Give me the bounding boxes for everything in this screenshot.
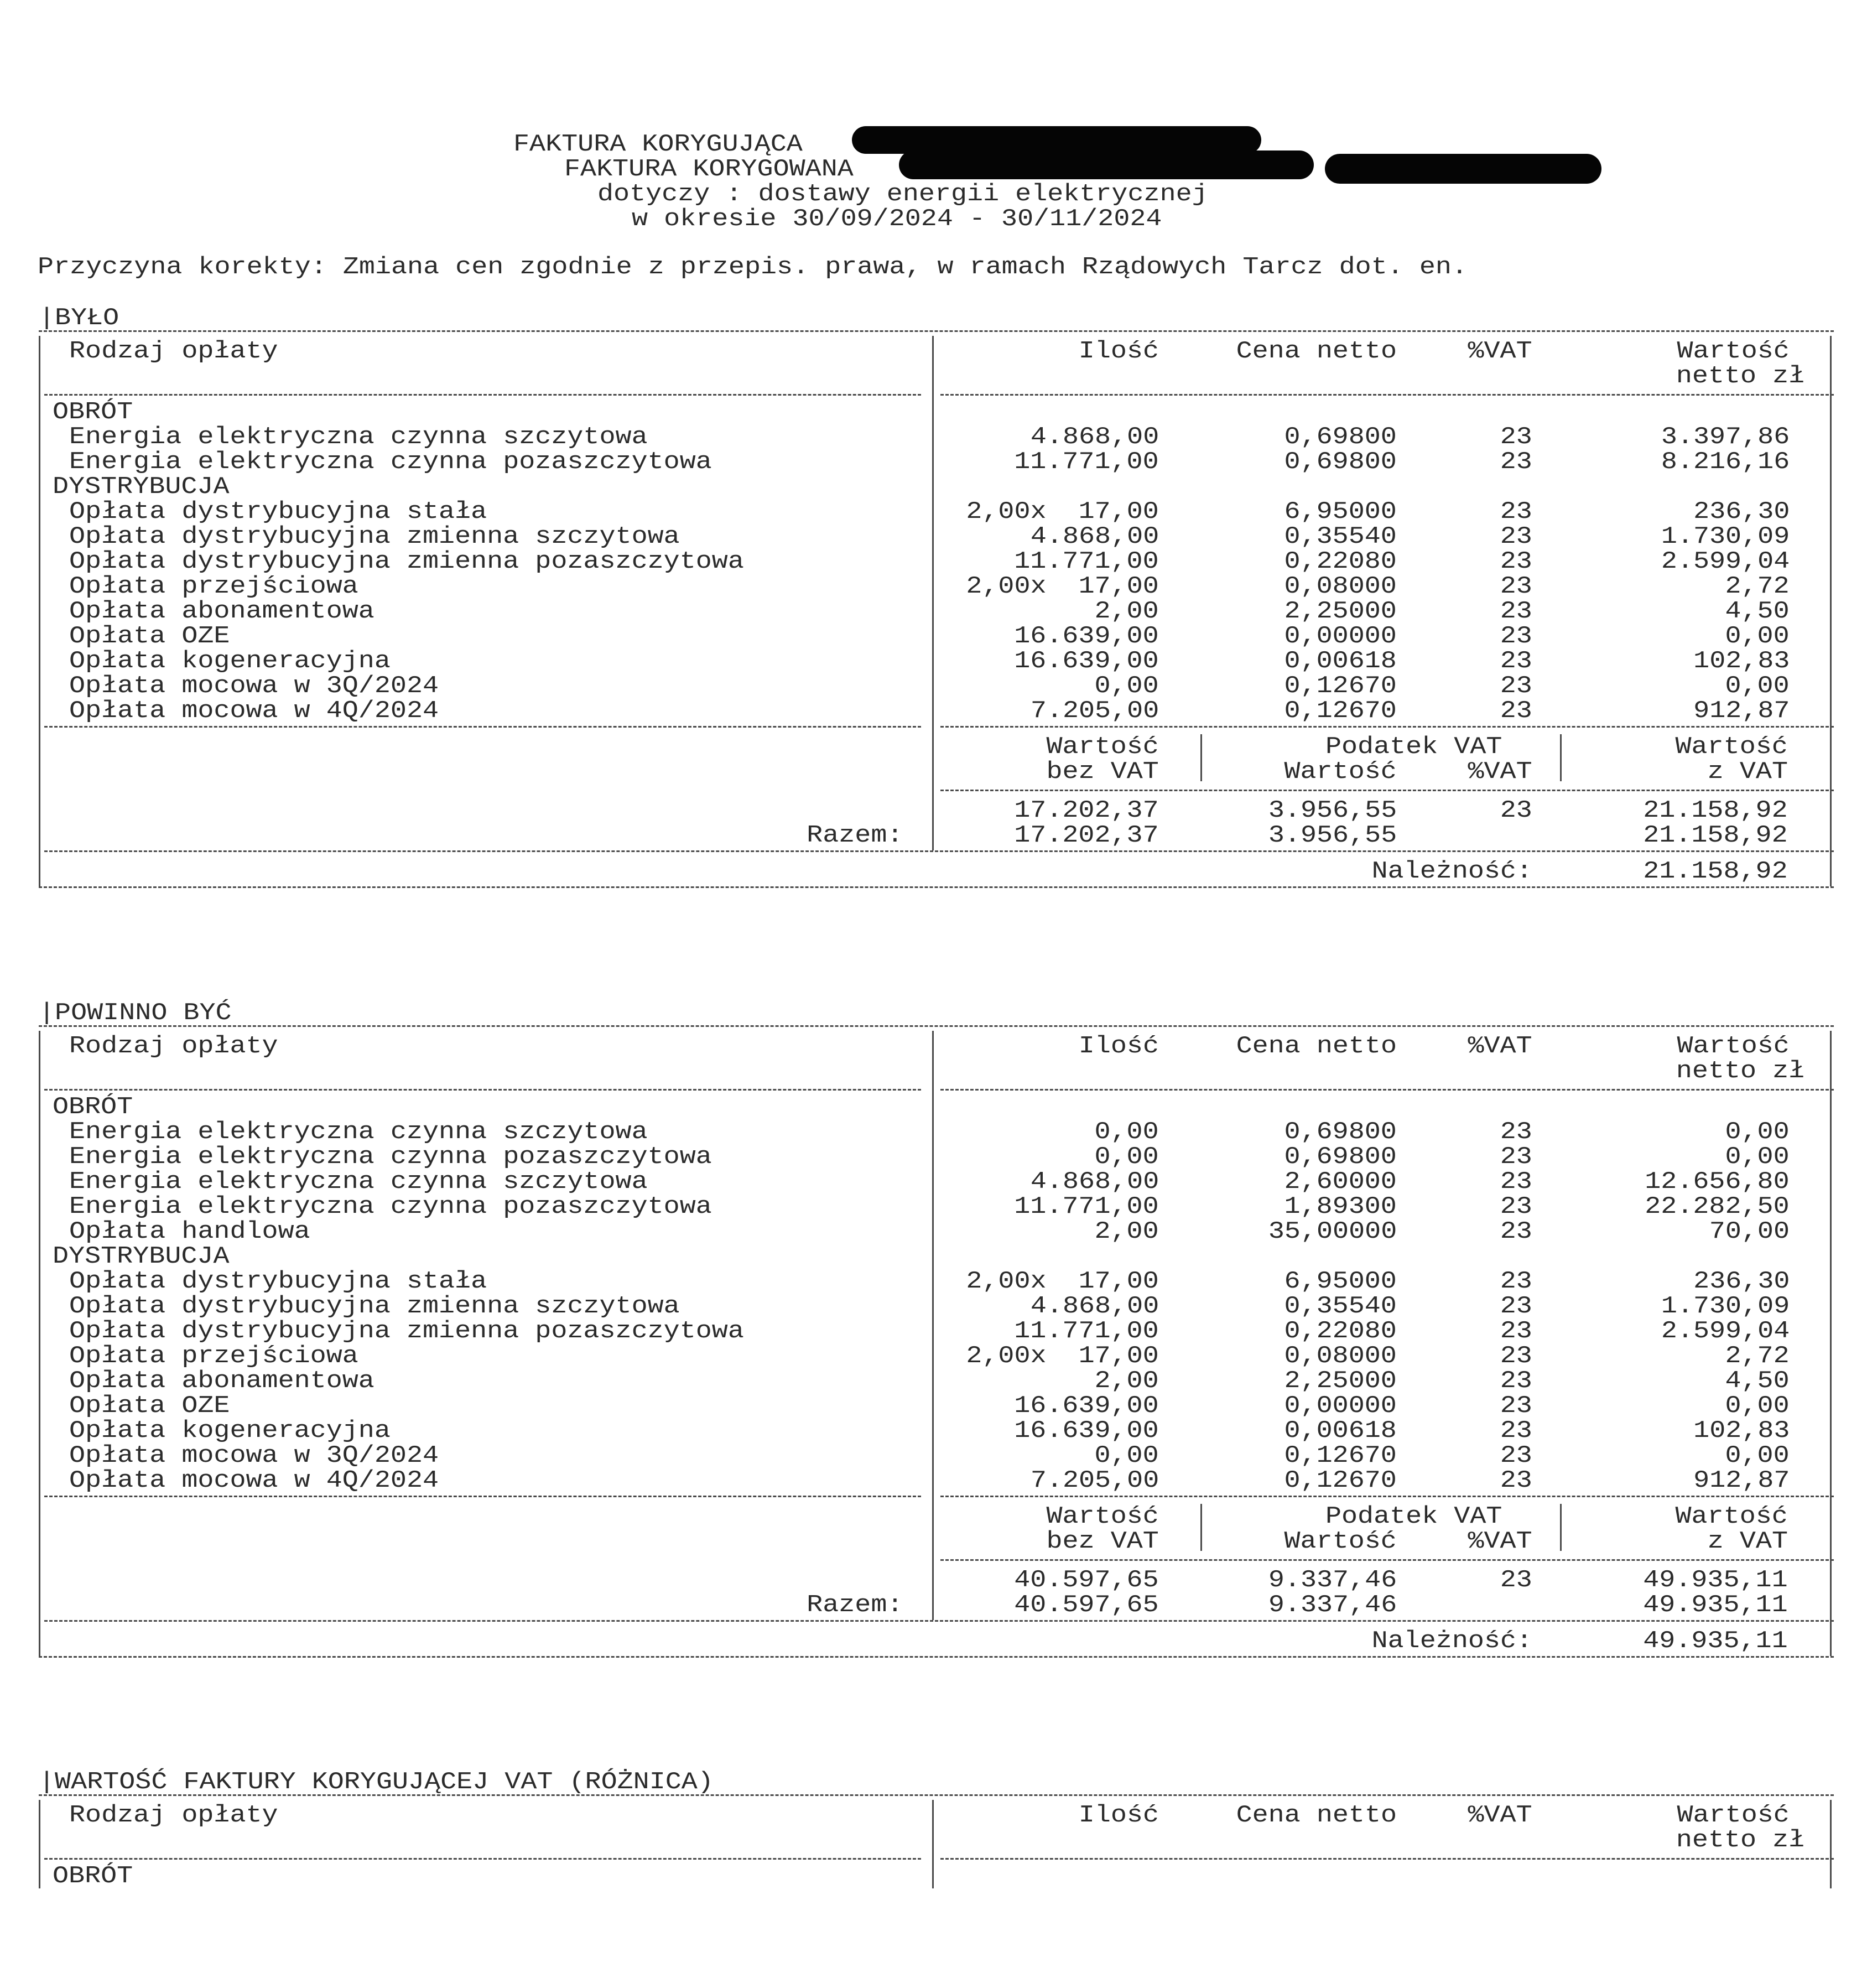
summary-tax-value: 3.956,55 — [1268, 797, 1397, 824]
column-header-price: Cena netto — [1236, 1802, 1397, 1829]
items-bottom-left — [44, 1496, 921, 1497]
column-header-qty: Ilość — [1078, 338, 1159, 365]
charge-qty: 11.771,00 — [1014, 548, 1159, 575]
column-header-net: Wartość — [1677, 338, 1790, 365]
charge-qty: 16.639,00 — [1014, 1417, 1159, 1445]
charge-qty: 4.868,00 — [1030, 1293, 1159, 1320]
charge-qty: 2,00 — [1094, 1218, 1159, 1245]
charge-price: 0,08000 — [1284, 573, 1397, 600]
column-border — [1830, 336, 1832, 886]
total-net-value: 40.597,65 — [1014, 1591, 1159, 1619]
charge-vat: 23 — [1500, 423, 1532, 451]
charge-price: 1,89300 — [1284, 1193, 1397, 1221]
charge-name: Opłata dystrybucyjna stała — [69, 1268, 487, 1295]
section-title: |WARTOŚĆ FAKTURY KORYGUJĄCEJ VAT (RÓŻNICA) — [39, 1768, 714, 1796]
charge-vat: 23 — [1500, 647, 1532, 675]
summary-net-value: 17.202,37 — [1014, 797, 1159, 824]
summary-header-net-sub: bez VAT — [1046, 1528, 1159, 1555]
charge-vat: 23 — [1500, 1143, 1532, 1171]
header-divider-right — [940, 1089, 1834, 1091]
charge-net: 12.656,80 — [1645, 1168, 1790, 1196]
charge-price: 0,12670 — [1284, 672, 1397, 700]
charge-qty: 0,00 — [1094, 1118, 1159, 1146]
charge-net: 0,00 — [1725, 1118, 1790, 1146]
totals-divider — [44, 1620, 1834, 1622]
charge-price: 0,69800 — [1284, 1143, 1397, 1171]
charge-vat: 23 — [1500, 697, 1532, 725]
charge-price: 0,22080 — [1284, 1317, 1397, 1345]
column-header-net-unit: netto zł — [1676, 1057, 1804, 1085]
column-border — [932, 1800, 934, 1888]
charge-qty: 7.205,00 — [1030, 1467, 1159, 1494]
summary-column-border — [1560, 1504, 1562, 1551]
total-tax-value: 3.956,55 — [1268, 822, 1397, 849]
column-header-net: Wartość — [1677, 1032, 1790, 1060]
charge-net: 0,00 — [1725, 1442, 1790, 1470]
column-header-qty: Ilość — [1078, 1802, 1159, 1829]
charge-qty: 4.868,00 — [1030, 523, 1159, 551]
redaction-bar — [899, 150, 1314, 179]
charge-vat: 23 — [1500, 598, 1532, 625]
amount-due-value: 21.158,92 — [1643, 858, 1788, 885]
summary-header-net: Wartość — [1046, 733, 1159, 761]
charge-net: 1.730,09 — [1661, 523, 1790, 551]
charge-vat: 23 — [1500, 498, 1532, 526]
charge-price: 35,00000 — [1268, 1218, 1397, 1245]
subject-line: dotyczy : dostawy energii elektrycznej — [597, 180, 1208, 208]
corrected-invoice-label: FAKTURA KORYGOWANA — [564, 155, 854, 183]
charge-price: 0,12670 — [1284, 697, 1397, 725]
charge-qty: 2,00 — [1094, 598, 1159, 625]
charge-vat: 23 — [1500, 448, 1532, 476]
column-header-qty: Ilość — [1078, 1032, 1159, 1060]
charge-vat: 23 — [1500, 1417, 1532, 1445]
charge-vat: 23 — [1500, 1342, 1532, 1370]
table-bottom-border — [39, 886, 1834, 888]
summary-header-gross: Wartość — [1675, 1503, 1788, 1530]
column-header-net: Wartość — [1677, 1802, 1790, 1829]
redaction-bar — [852, 126, 1261, 154]
column-border — [1830, 1800, 1832, 1888]
charge-net: 2.599,04 — [1661, 1317, 1790, 1345]
charge-price: 0,69800 — [1284, 423, 1397, 451]
charge-name: Opłata dystrybucyjna zmienna pozaszczytowa — [69, 548, 744, 575]
charge-price: 0,08000 — [1284, 1342, 1397, 1370]
total-net-value: 17.202,37 — [1014, 822, 1159, 849]
column-header-net-unit: netto zł — [1676, 1826, 1804, 1854]
column-header-type: Rodzaj opłaty — [69, 338, 278, 365]
charge-qty: 16.639,00 — [1014, 647, 1159, 675]
charge-price: 2,25000 — [1284, 1367, 1397, 1395]
charge-qty: 2,00x 17,00 — [966, 498, 1159, 526]
charge-vat: 23 — [1500, 1118, 1532, 1146]
charge-price: 0,22080 — [1284, 548, 1397, 575]
charge-vat: 23 — [1500, 1467, 1532, 1494]
amount-due-label: Należność: — [1371, 1627, 1532, 1655]
total-gross-value: 21.158,92 — [1643, 822, 1788, 849]
header-divider-right — [940, 1858, 1834, 1860]
charge-qty: 16.639,00 — [1014, 1392, 1159, 1420]
summary-gross-value: 21.158,92 — [1643, 797, 1788, 824]
charge-net: 102,83 — [1693, 1417, 1790, 1445]
header-divider-right — [940, 394, 1834, 396]
charge-qty: 2,00x 17,00 — [966, 573, 1159, 600]
table-bottom-border — [39, 1656, 1834, 1658]
amount-due-value: 49.935,11 — [1643, 1627, 1788, 1655]
charge-price: 0,12670 — [1284, 1442, 1397, 1470]
column-border — [932, 1031, 934, 1620]
charge-name: Opłata kogeneracyjna — [69, 1417, 391, 1445]
total-label: Razem: — [806, 1591, 903, 1619]
charge-qty: 0,00 — [1094, 672, 1159, 700]
items-bottom-left — [44, 726, 921, 728]
charge-qty: 4.868,00 — [1030, 423, 1159, 451]
charge-net: 4,50 — [1725, 1367, 1790, 1395]
summary-header-tax: Podatek VAT — [1325, 733, 1502, 761]
charge-net: 4,50 — [1725, 598, 1790, 625]
summary-header-tax-value: Wartość — [1284, 758, 1397, 786]
charge-net: 0,00 — [1725, 672, 1790, 700]
column-border — [39, 1800, 40, 1888]
charge-price: 0,35540 — [1284, 1293, 1397, 1320]
column-border — [39, 336, 40, 886]
charge-net: 236,30 — [1693, 498, 1790, 526]
charge-qty: 11.771,00 — [1014, 1317, 1159, 1345]
charge-qty: 2,00x 17,00 — [966, 1342, 1159, 1370]
charge-vat: 23 — [1500, 1367, 1532, 1395]
summary-header-tax-value: Wartość — [1284, 1528, 1397, 1555]
charge-net: 912,87 — [1693, 1467, 1790, 1494]
items-bottom-right — [940, 726, 1834, 728]
summary-header-net: Wartość — [1046, 1503, 1159, 1530]
charge-qty: 7.205,00 — [1030, 697, 1159, 725]
summary-header-gross: Wartość — [1675, 733, 1788, 761]
charge-vat: 23 — [1500, 1392, 1532, 1420]
group-label: DYSTRYBUCJA — [53, 1243, 230, 1270]
summary-header-tax-rate: %VAT — [1468, 1528, 1532, 1555]
section-title: |POWINNO BYĆ — [39, 999, 232, 1027]
charge-name: Opłata mocowa w 3Q/2024 — [69, 1442, 439, 1470]
charge-name: Opłata mocowa w 3Q/2024 — [69, 672, 439, 700]
charge-name: Energia elektryczna czynna szczytowa — [69, 423, 648, 451]
table-top-border — [39, 1025, 1834, 1027]
summary-tax-value: 9.337,46 — [1268, 1566, 1397, 1594]
summary-header-gross-sub: z VAT — [1707, 758, 1788, 786]
column-header-price: Cena netto — [1236, 338, 1397, 365]
group-label: DYSTRYBUCJA — [53, 473, 230, 501]
charge-vat: 23 — [1500, 1317, 1532, 1345]
charge-net: 2,72 — [1725, 573, 1790, 600]
summary-header-gross-sub: z VAT — [1707, 1528, 1788, 1555]
correction-reason: Przyczyna korekty: Zmiana cen zgodnie z przepis. prawa, w ramach Rządowych Tarcz dot. en. — [38, 253, 1468, 281]
charge-name: Opłata kogeneracyjna — [69, 647, 391, 675]
column-border — [932, 336, 934, 850]
charge-net: 236,30 — [1693, 1268, 1790, 1295]
table-top-border — [39, 1794, 1834, 1796]
header-divider-left — [44, 1089, 921, 1091]
charge-price: 0,00000 — [1284, 1392, 1397, 1420]
charge-net: 2.599,04 — [1661, 548, 1790, 575]
charge-name: Opłata mocowa w 4Q/2024 — [69, 1467, 439, 1494]
charge-net: 0,00 — [1725, 622, 1790, 650]
summary-net-value: 40.597,65 — [1014, 1566, 1159, 1594]
charge-vat: 23 — [1500, 1168, 1532, 1196]
header-divider-left — [44, 394, 921, 396]
charge-qty: 11.771,00 — [1014, 448, 1159, 476]
summary-header-tax-rate: %VAT — [1468, 758, 1532, 786]
redaction-bar — [1325, 154, 1601, 184]
summary-header-tax: Podatek VAT — [1325, 1503, 1502, 1530]
charge-vat: 23 — [1500, 1293, 1532, 1320]
charge-price: 0,00000 — [1284, 622, 1397, 650]
charge-qty: 2,00x 17,00 — [966, 1268, 1159, 1295]
charge-price: 0,00618 — [1284, 1417, 1397, 1445]
charge-net: 0,00 — [1725, 1392, 1790, 1420]
total-gross-value: 49.935,11 — [1643, 1591, 1788, 1619]
items-bottom-right — [940, 1496, 1834, 1497]
charge-vat: 23 — [1500, 573, 1532, 600]
charge-price: 6,95000 — [1284, 1268, 1397, 1295]
column-header-vat: %VAT — [1468, 338, 1532, 365]
charge-name: Opłata OZE — [69, 1392, 230, 1420]
charge-vat: 23 — [1500, 548, 1532, 575]
charge-net: 8.216,16 — [1661, 448, 1790, 476]
charge-name: Energia elektryczna czynna pozaszczytowa — [69, 1143, 712, 1171]
charge-vat: 23 — [1500, 1442, 1532, 1470]
charge-qty: 0,00 — [1094, 1143, 1159, 1171]
charge-name: Opłata dystrybucyjna stała — [69, 498, 487, 526]
charge-name: Energia elektryczna czynna szczytowa — [69, 1168, 648, 1196]
charge-qty: 16.639,00 — [1014, 622, 1159, 650]
column-border — [39, 1031, 40, 1656]
group-label: OBRÓT — [53, 1093, 133, 1121]
column-header-type: Rodzaj opłaty — [69, 1032, 278, 1060]
charge-name: Opłata handlowa — [69, 1218, 310, 1245]
charge-price: 0,35540 — [1284, 523, 1397, 551]
summary-tax-rate: 23 — [1500, 1566, 1532, 1594]
charge-name: Opłata dystrybucyjna zmienna szczytowa — [69, 1293, 680, 1320]
column-header-vat: %VAT — [1468, 1802, 1532, 1829]
charge-name: Energia elektryczna czynna szczytowa — [69, 1118, 648, 1146]
summary-tax-rate: 23 — [1500, 797, 1532, 824]
charge-name: Opłata mocowa w 4Q/2024 — [69, 697, 439, 725]
charge-name: Opłata przejściowa — [69, 1342, 358, 1370]
charge-vat: 23 — [1500, 523, 1532, 551]
totals-divider — [44, 850, 1834, 852]
charge-net: 3.397,86 — [1661, 423, 1790, 451]
column-header-price: Cena netto — [1236, 1032, 1397, 1060]
charge-net: 102,83 — [1693, 647, 1790, 675]
charge-name: Opłata dystrybucyjna zmienna szczytowa — [69, 523, 680, 551]
charge-vat: 23 — [1500, 622, 1532, 650]
charge-price: 0,69800 — [1284, 1118, 1397, 1146]
column-header-type: Rodzaj opłaty — [69, 1802, 278, 1829]
group-label: OBRÓT — [53, 398, 133, 426]
charge-net: 2,72 — [1725, 1342, 1790, 1370]
charge-vat: 23 — [1500, 672, 1532, 700]
charge-name: Energia elektryczna czynna pozaszczytowa — [69, 1193, 712, 1221]
charge-qty: 2,00 — [1094, 1367, 1159, 1395]
charge-qty: 4.868,00 — [1030, 1168, 1159, 1196]
charge-vat: 23 — [1500, 1193, 1532, 1221]
charge-net: 912,87 — [1693, 697, 1790, 725]
summary-header-divider — [940, 790, 1834, 791]
total-tax-value: 9.337,46 — [1268, 1591, 1397, 1619]
group-label: OBRÓT — [53, 1862, 133, 1890]
charge-qty: 11.771,00 — [1014, 1193, 1159, 1221]
invoice-title: FAKTURA KORYGUJĄCA — [513, 131, 803, 158]
charge-name: Opłata abonamentowa — [69, 1367, 375, 1395]
charge-price: 2,60000 — [1284, 1168, 1397, 1196]
period-line: w okresie 30/09/2024 - 30/11/2024 — [632, 205, 1162, 233]
charge-price: 2,25000 — [1284, 598, 1397, 625]
header-divider-left — [44, 1858, 921, 1860]
summary-column-border — [1200, 734, 1202, 781]
table-top-border — [39, 330, 1834, 332]
charge-vat: 23 — [1500, 1218, 1532, 1245]
charge-price: 6,95000 — [1284, 498, 1397, 526]
charge-net: 22.282,50 — [1645, 1193, 1790, 1221]
charge-net: 1.730,09 — [1661, 1293, 1790, 1320]
total-label: Razem: — [806, 822, 903, 849]
charge-name: Opłata dystrybucyjna zmienna pozaszczytowa — [69, 1317, 744, 1345]
charge-net: 0,00 — [1725, 1143, 1790, 1171]
section-title: |BYŁO — [39, 304, 119, 332]
charge-qty: 0,00 — [1094, 1442, 1159, 1470]
summary-column-border — [1200, 1504, 1202, 1551]
column-header-vat: %VAT — [1468, 1032, 1532, 1060]
charge-name: Opłata OZE — [69, 622, 230, 650]
charge-price: 0,69800 — [1284, 448, 1397, 476]
charge-name: Opłata abonamentowa — [69, 598, 375, 625]
column-header-net-unit: netto zł — [1676, 362, 1804, 390]
summary-column-border — [1560, 734, 1562, 781]
amount-due-label: Należność: — [1371, 858, 1532, 885]
charge-price: 0,00618 — [1284, 647, 1397, 675]
summary-gross-value: 49.935,11 — [1643, 1566, 1788, 1594]
charge-price: 0,12670 — [1284, 1467, 1397, 1494]
charge-name: Opłata przejściowa — [69, 573, 358, 600]
summary-header-divider — [940, 1559, 1834, 1561]
charge-vat: 23 — [1500, 1268, 1532, 1295]
column-border — [1830, 1031, 1832, 1656]
summary-header-net-sub: bez VAT — [1046, 758, 1159, 786]
charge-name: Energia elektryczna czynna pozaszczytowa — [69, 448, 712, 476]
charge-net: 70,00 — [1709, 1218, 1790, 1245]
